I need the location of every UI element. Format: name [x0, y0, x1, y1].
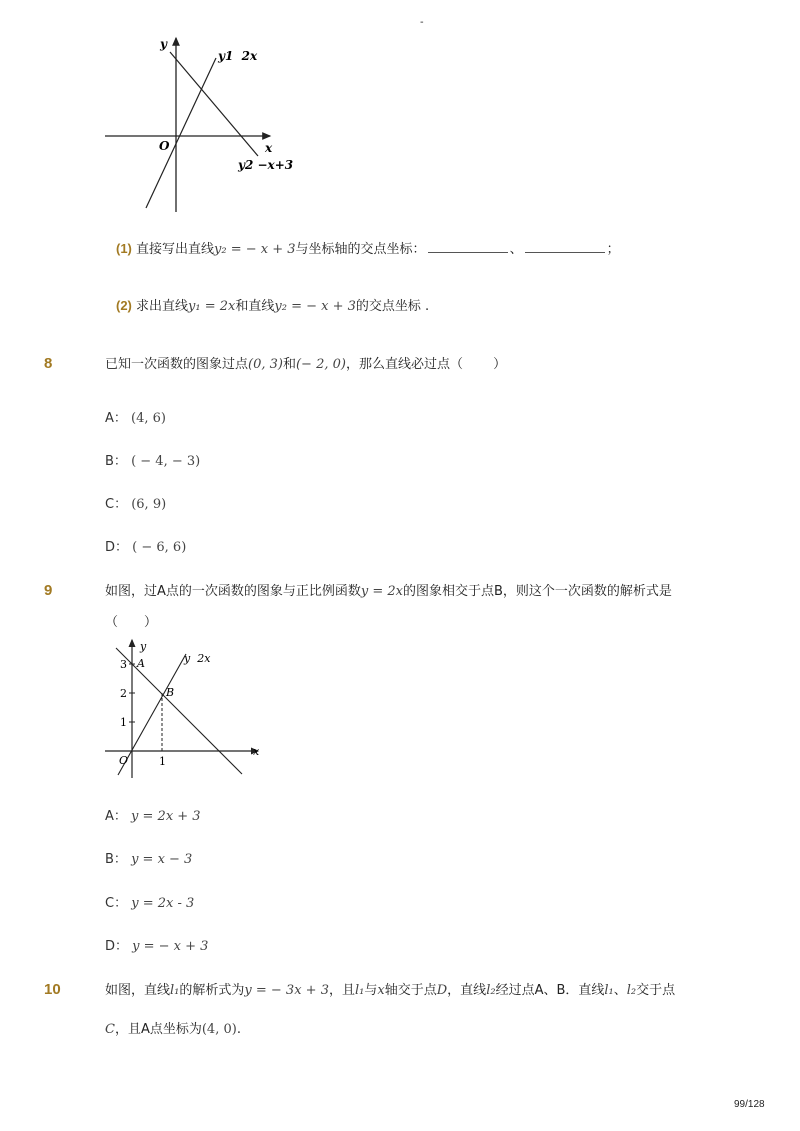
q10-text: 交于点: [636, 983, 676, 998]
option-label: A：: [105, 809, 127, 824]
q8-text-c: ，那么直线必过点（ ）: [345, 357, 507, 372]
q10-stem-line2: [105, 1021, 241, 1039]
option-label: D：: [105, 939, 129, 954]
q10-x: x: [377, 983, 385, 998]
q10-text: ，直线: [447, 983, 487, 998]
q7-part2-text-b: 和直线: [235, 299, 275, 314]
q8-point-1: (0, 3): [248, 357, 283, 372]
q8-point-2: (− 2, 0): [295, 357, 346, 372]
fig1-y-label: y: [160, 37, 167, 51]
option-value: ( − 4, − 3): [131, 454, 201, 469]
fig2-point-b: B: [166, 686, 175, 699]
q9-option-c[interactable]: [105, 895, 194, 913]
option-label: A：: [105, 411, 127, 426]
q9-text-a: 如图，过A点的一次函数的图象与正比例函数: [105, 584, 361, 599]
q10-number: 10: [44, 981, 61, 998]
q10-text: .: [236, 1022, 241, 1037]
q8-option-b[interactable]: [105, 453, 200, 471]
q9-number: 9: [44, 582, 53, 599]
q8-option-c[interactable]: [105, 496, 166, 514]
q9-option-d[interactable]: [105, 938, 208, 956]
answer-blank-1[interactable]: [428, 240, 508, 253]
option-value: y = x − 3: [131, 852, 193, 867]
q8-stem: [105, 356, 506, 374]
option-label: C：: [105, 896, 128, 911]
q9-expr: y = 2x: [360, 584, 404, 599]
fig1-line1-label: y1 2x: [218, 49, 258, 63]
option-value: y = − x + 3: [132, 939, 209, 954]
q7-part1-text-a: 直接写出直线: [136, 242, 215, 257]
q10-l2: l₂: [626, 983, 637, 998]
q9-option-a[interactable]: [105, 808, 201, 826]
option-value: y = 2x - 3: [131, 896, 195, 911]
q10-point-d: D: [436, 983, 448, 998]
fig2-origin: O: [119, 754, 129, 767]
q10-point-a-coord: (4, 0): [201, 1022, 237, 1037]
q9-answer-paren: （ ）: [105, 615, 158, 630]
fig1-x-label: x: [265, 141, 273, 155]
line-y-2x: [118, 654, 186, 775]
q8-text-a: 已知一次函数的图象过点: [105, 357, 249, 372]
q7-part2-expr1: y₁ = 2x: [188, 299, 236, 314]
option-value: ( − 6, 6): [132, 540, 187, 555]
fig1-origin: O: [159, 139, 170, 153]
q10-l1: l₁: [354, 983, 365, 998]
q7-part2-text-a: 求出直线: [136, 299, 189, 314]
q10-stem-line1: [105, 982, 675, 1000]
fig2-tick-label-3: 3: [120, 658, 127, 671]
answer-blank-2[interactable]: [525, 240, 605, 253]
q10-text: 轴交于点: [384, 983, 437, 998]
fig2-tick-label-1: 1: [120, 716, 127, 729]
q7-part2-text-c: 的交点坐标 .: [355, 299, 430, 314]
q8-option-a[interactable]: [105, 410, 166, 428]
q7-part2-number: (2): [116, 298, 132, 313]
line-y1: [146, 58, 216, 208]
q8-number: 8: [44, 355, 53, 372]
option-value: (6, 9): [131, 497, 167, 512]
q10-l1: l₁: [170, 983, 180, 998]
figure-2-graph: [100, 634, 270, 782]
option-label: D：: [105, 540, 129, 555]
option-label: B：: [105, 454, 127, 469]
option-value: y = 2x + 3: [131, 809, 201, 824]
fig2-tick-label-x1: 1: [159, 755, 166, 768]
top-mark: -: [420, 17, 424, 28]
fig2-point-a: A: [137, 657, 145, 670]
q10-l2: l₂: [486, 983, 496, 998]
option-label: B：: [105, 852, 127, 867]
q7-part1-end: ；: [606, 242, 620, 257]
q9-stem: [105, 583, 672, 601]
q10-text: 与: [364, 983, 378, 998]
q7-part1: [116, 240, 620, 259]
line-y2: [170, 52, 258, 156]
q10-l1: l₁: [604, 983, 614, 998]
q9-option-b[interactable]: [105, 851, 192, 869]
q10-text: 经过点A、B．直线: [495, 983, 605, 998]
option-value: (4, 6): [131, 411, 166, 426]
q10-text: ，且: [328, 983, 355, 998]
q8-option-d[interactable]: [105, 539, 186, 557]
q10-point-c: C: [105, 1022, 115, 1037]
q9-text-b: 的图象相交于点B，则这个一次函数的解析式是: [403, 584, 672, 599]
q10-expr: y = − 3x + 3: [244, 983, 329, 998]
q7-part1-expr: y₂ = − x + 3: [214, 242, 296, 257]
q10-text: 如图，直线: [105, 983, 171, 998]
page-number: 99/128: [734, 1099, 765, 1110]
q10-text: 的解析式为: [179, 983, 245, 998]
q7-part1-sep: 、: [509, 242, 523, 257]
fig2-x-label: x: [253, 745, 260, 758]
q10-text: ，且A点坐标为: [114, 1022, 202, 1037]
q10-text: 、: [613, 983, 627, 998]
fig2-y-label: y: [140, 640, 147, 653]
fig2-line-label: y 2x: [184, 652, 211, 665]
q7-part2: [116, 297, 429, 316]
option-label: C：: [105, 497, 128, 512]
q7-part2-expr2: y₂ = − x + 3: [274, 299, 356, 314]
q7-part1-number: (1): [116, 241, 132, 256]
q7-part1-text-b: 与坐标轴的交点坐标：: [295, 242, 426, 257]
q8-text-b: 和: [282, 357, 296, 372]
fig2-tick-label-2: 2: [120, 687, 127, 700]
fig1-line2-label: y2 −x+3: [238, 158, 294, 172]
figure-1-graph: [100, 30, 300, 215]
